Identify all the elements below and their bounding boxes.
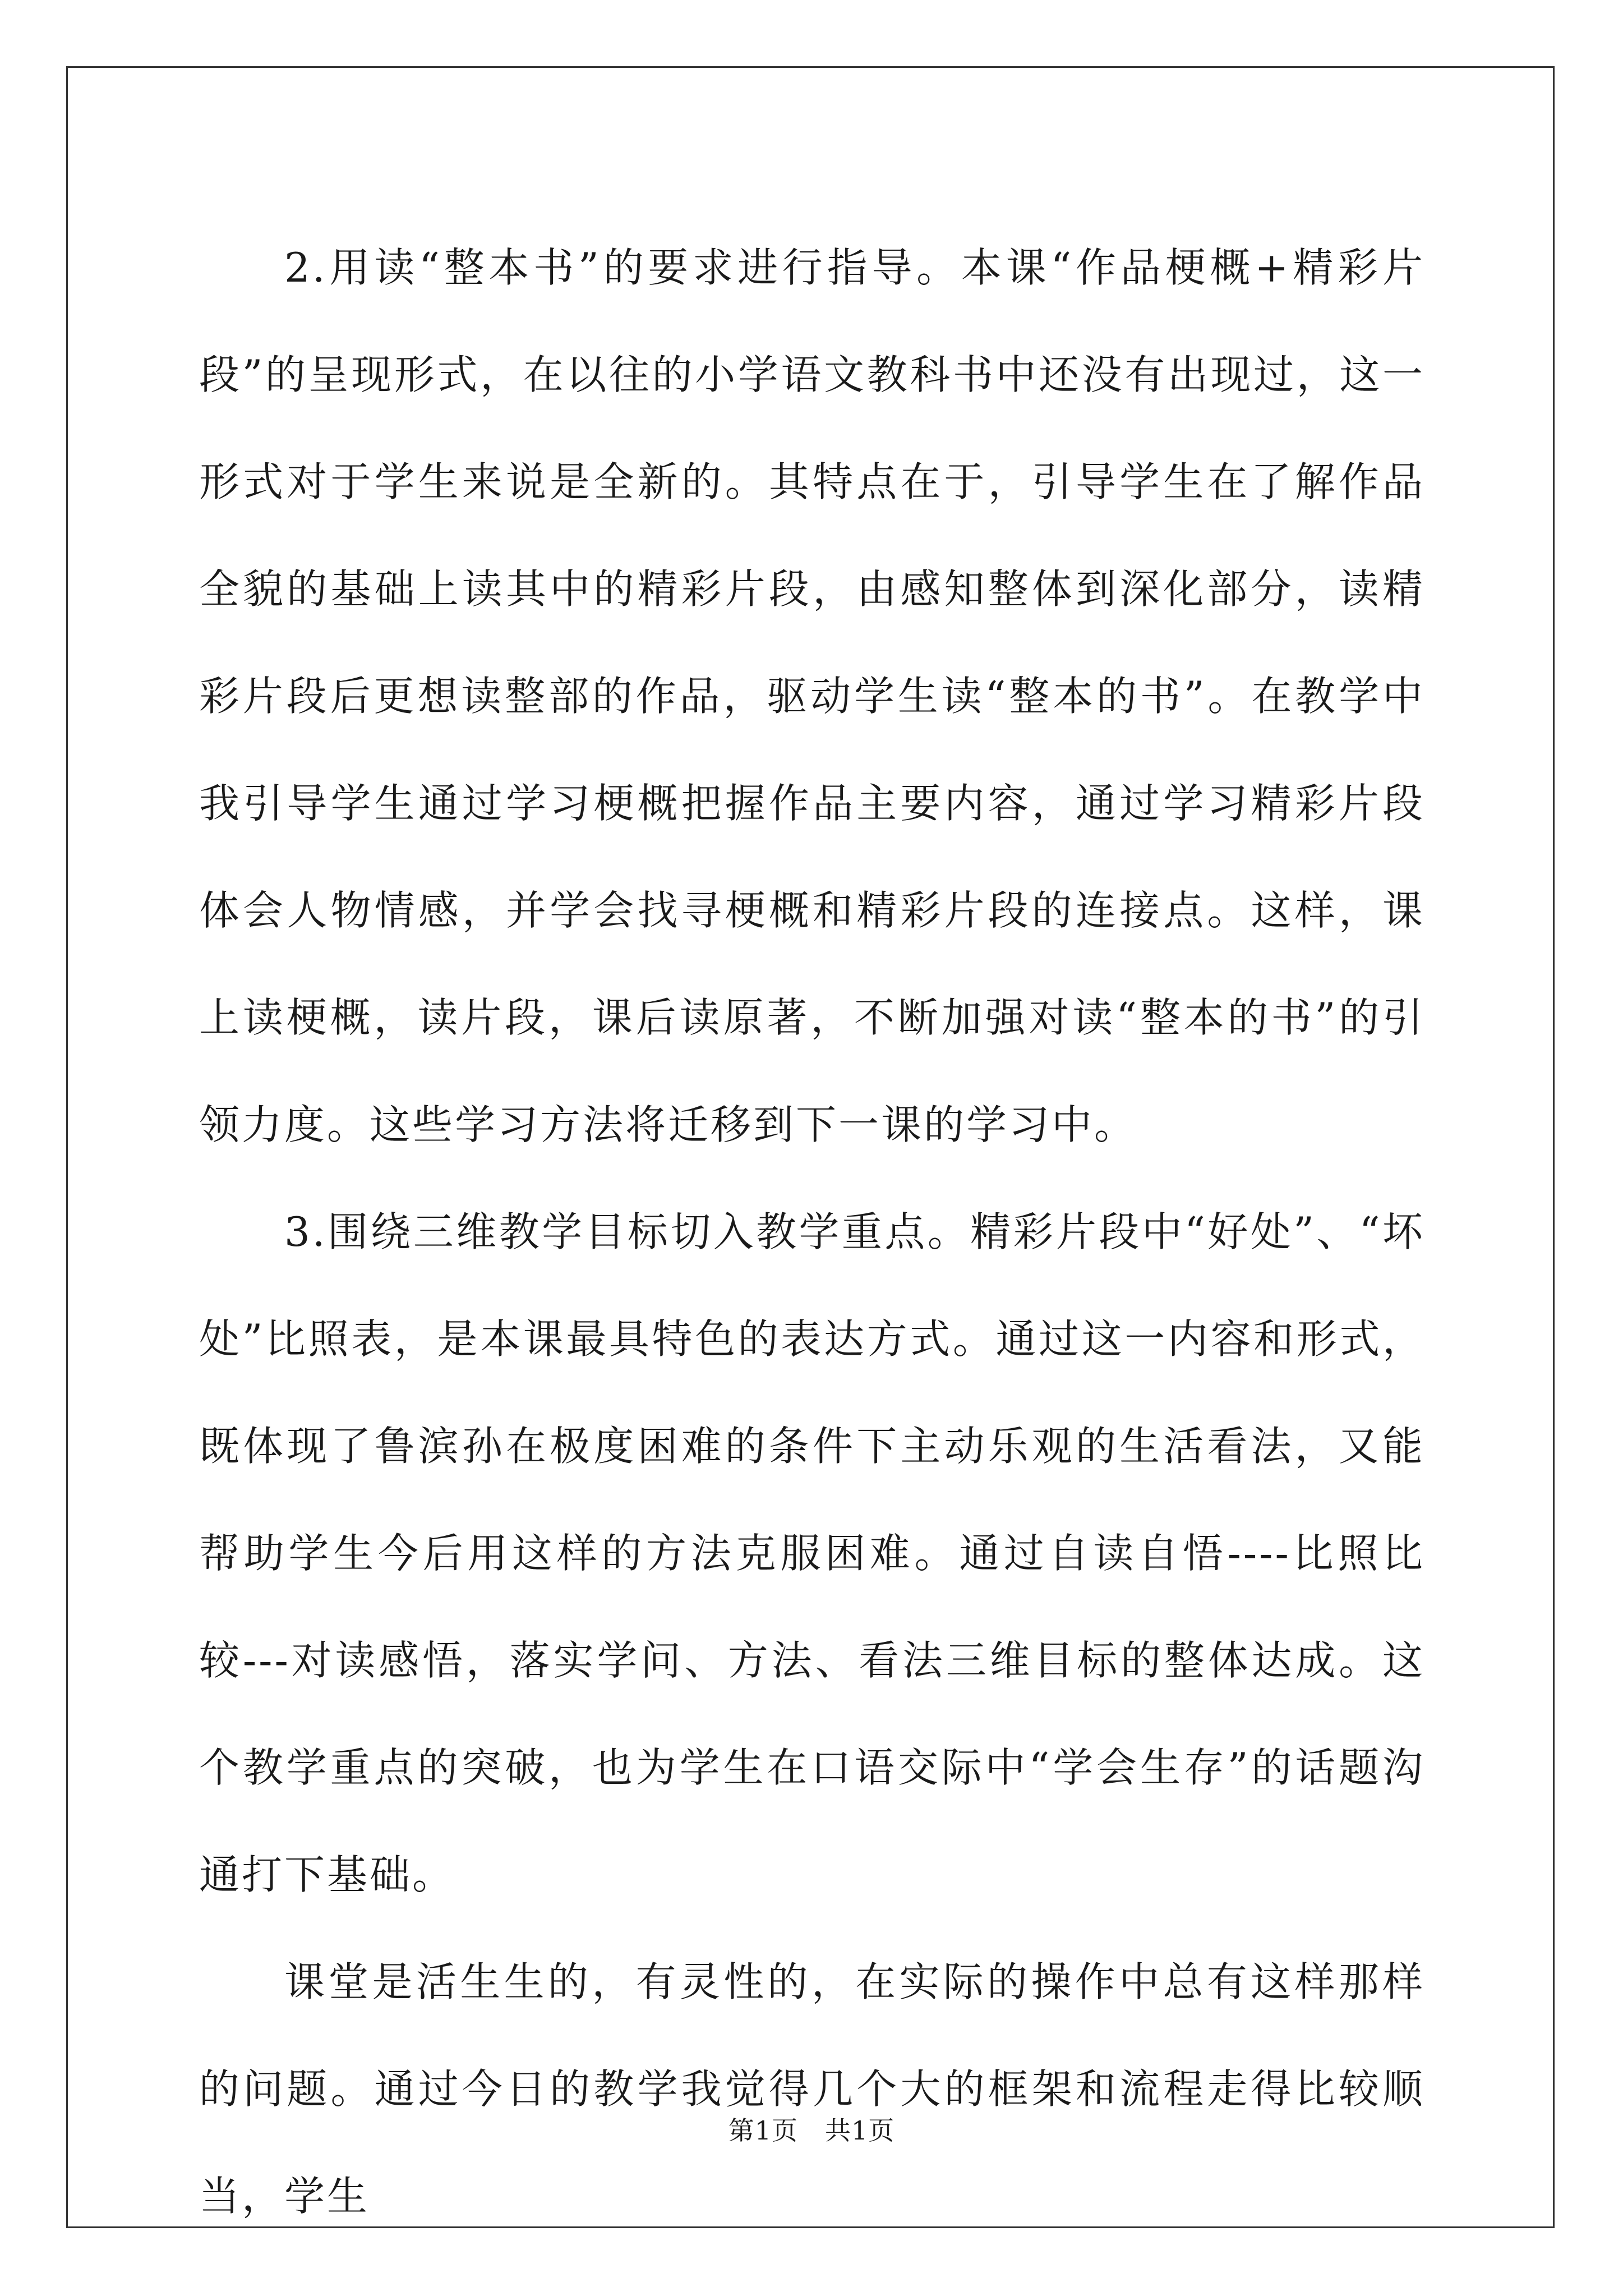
page-total: 共1页 xyxy=(825,2115,895,2146)
document-body xyxy=(199,214,1425,2250)
paragraph-classroom: 课堂是活生生的，有灵性的，在实际的操作中总有这样那样的问题。通过今日的教学我觉得几个大的框架和流程走得比较顺当，学生 xyxy=(199,1958,1425,2220)
page-number: 第1页 xyxy=(728,2115,798,2146)
paragraph-2: 2.用读“整本书”的要求进行指导。本课“作品梗概+精彩片段”的呈现形式，在以往的小学语文教科书中还没有出现过，这一形式对于学生来说是全新的。其特点在于，引导学生在了解作品全貌的基础上读其中的精彩片段，由感知整体到深化部分，读精彩片段后更想读整部的作品，驱动学生读“整本的书”。在教学中我引导学生通过学习梗概把握作品主要内容，通过学习精彩片段体会人物情感，并学会找寻梗概和精彩片段的连接点。这样，课上读梗概，读片段，课后读原著，不断加强对读“整本的书”的引领力度。这些学习方法将迁移到下一课的学习中。 xyxy=(199,244,1425,1148)
paragraph-3: 3.围绕三维教学目标切入教学重点。精彩片段中“好处”、“坏处”比照表，是本课最具特色的表达方式。通过这一内容和形式，既体现了鲁滨孙在极度困难的条件下主动乐观的生活看法，又能帮助学生今后用这样的方法克服困难。通过自读自悟----比照比较---对读感悟，落实学问、方法、看法三维目标的整体达成。这个教学重点的突破，也为学生在口语交际中“学会生存”的话题沟通打下基础。 xyxy=(199,1208,1425,1898)
page-footer xyxy=(0,2114,1623,2147)
